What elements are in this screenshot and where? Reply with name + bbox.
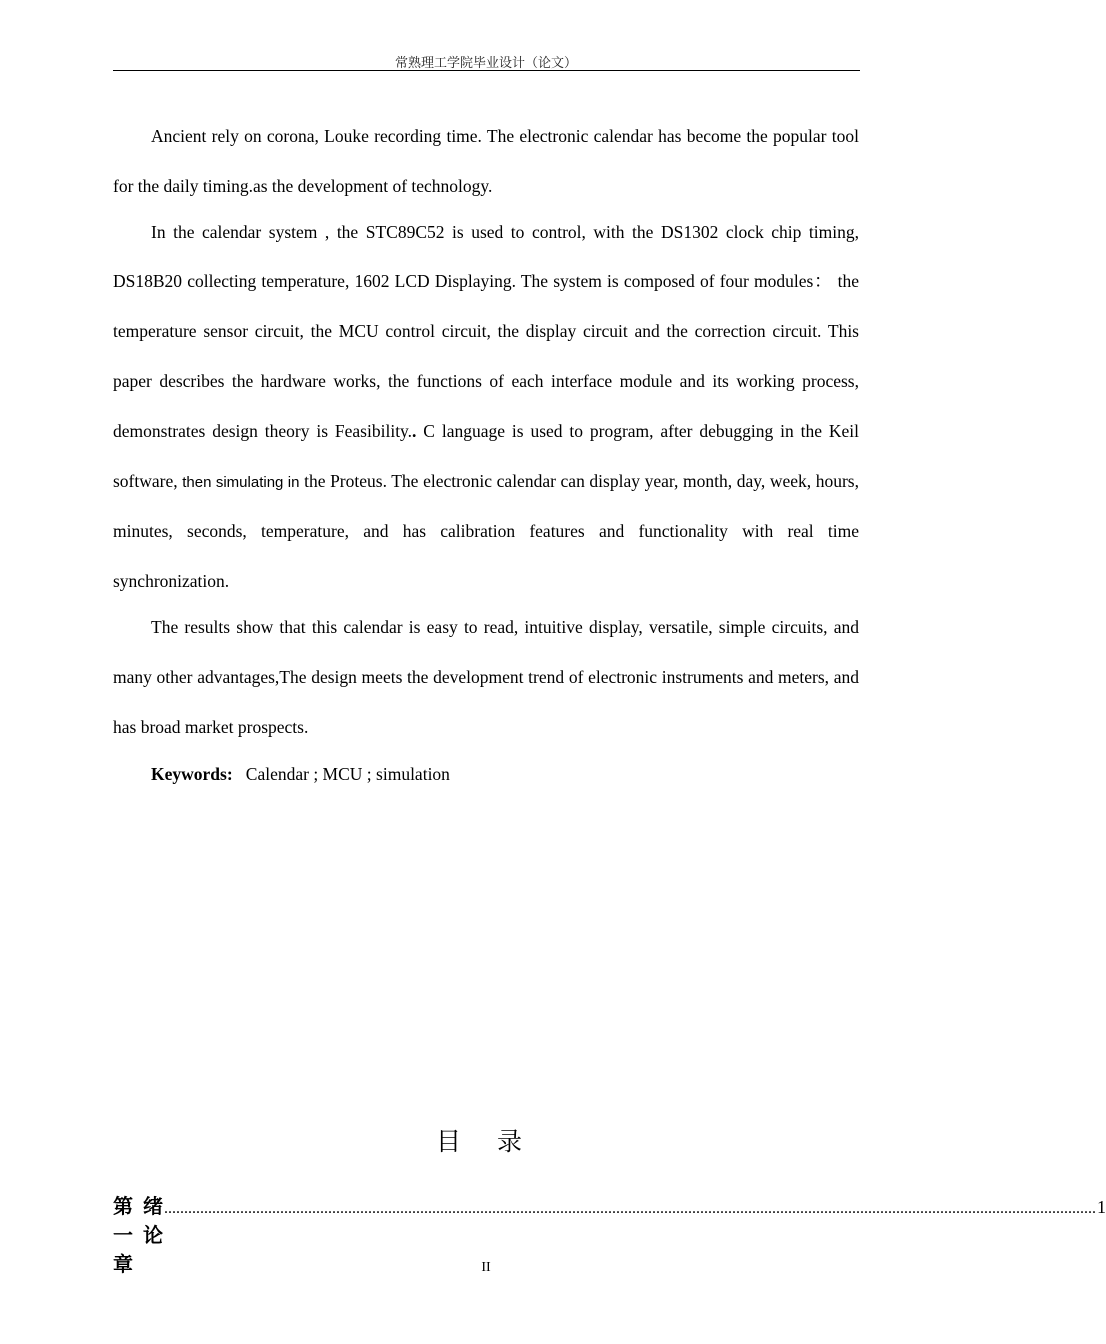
keywords-label: Keywords: <box>151 764 233 785</box>
keywords-value: Calendar ; MCU ; simulation <box>245 764 450 785</box>
page-header: 常熟理工学院毕业设计（论文） <box>394 56 577 71</box>
toc-title: 目 录 <box>436 1127 536 1156</box>
sans-phrase: then simulating in <box>182 473 300 491</box>
keywords-line <box>113 750 859 800</box>
abstract-paragraph-2-part-a: In the calendar system , the STC89C52 is used to control, with the DS1302 clock chip timing, DS18B20 collecting temperature, 1602 LCD Displaying. The system is composed of four modules <box>113 221 859 292</box>
fullwidth-colon: ： <box>813 271 833 292</box>
abstract-paragraph-2 <box>113 208 859 607</box>
toc-leader-dots: ......................................................................................................................................................................................................................................... <box>164 1200 1096 1217</box>
abstract-body <box>113 112 859 800</box>
abstract-paragraph-2-part-b: the temperature sensor circuit, the MCU control circuit, the display circuit and the correction circuit. This paper describes the hardware works, the functions of each interface module and its working process, demonstrates design theory is Feasibility. <box>113 271 860 441</box>
toc-entry-page: 1 <box>1097 1197 1106 1217</box>
toc-entry-chapter: 第一章 <box>113 1194 133 1276</box>
abstract-paragraph-3: The results show that this calendar is easy to read, intuitive display, versatile, simple circuits, and many other advantages,The design meets the development trend of electronic instruments and meters, and has broad market prospects. <box>113 616 859 737</box>
abstract-paragraph-1: Ancient rely on corona, Louke recording time. The electronic calendar has become the popular tool for the daily timing.as the development of technology. <box>113 126 859 196</box>
page-number: II <box>481 1260 491 1275</box>
abstract-paragraph-2-part-c: C language is used to program, after debugging in the Keil software, <box>113 420 859 491</box>
toc-entry-label: 绪论 <box>143 1194 163 1247</box>
bold-period: . <box>412 420 417 441</box>
abstract-paragraph-2-part-d: the Proteus. The electronic calendar can display year, month, day, week, hours, minutes, seconds, temperature, and has calibration features and functionality with real time synchronization. <box>113 470 859 592</box>
header-rule <box>113 70 860 71</box>
